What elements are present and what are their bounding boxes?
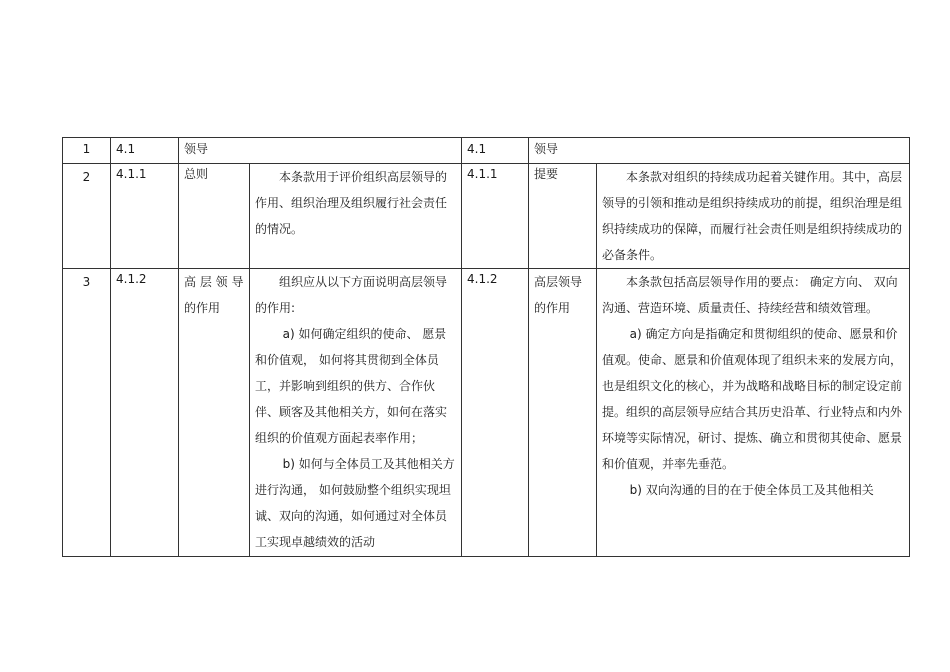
left-clause-title: 领导 xyxy=(179,138,462,164)
left-clause-code: 4.1.2 xyxy=(111,269,179,557)
paragraph: 本条款包括高层领导作用的要点： 确定方向、 双向沟通、营造环境、质量责任、持续经营和绩效管理。 xyxy=(602,275,898,315)
right-clause-title xyxy=(529,269,597,557)
row-number: 1 xyxy=(63,138,111,164)
left-clause-code: 4.1 xyxy=(111,138,179,164)
left-clause-title: 总则 xyxy=(179,164,250,269)
right-clause-text xyxy=(597,269,910,557)
left-clause-text xyxy=(250,269,462,557)
paragraph: 本条款用于评价组织高层领导的作用、组织治理及组织履行社会责任的情况。 xyxy=(255,170,448,236)
left-clause-title xyxy=(179,269,250,557)
right-clause-code: 4.1 xyxy=(462,138,529,164)
table-row xyxy=(63,138,910,164)
right-clause-text xyxy=(597,164,910,269)
standards-comparison-table xyxy=(62,137,910,557)
paragraph: b) 如何与全体员工及其他相关方进行沟通， 如何鼓励整个组织实现坦诚、双向的沟通，如何通过对全体员工实现卓越绩效的活动 xyxy=(255,457,455,549)
paragraph: b) 双向沟通的目的在于使全体员工及其他相关 xyxy=(629,483,874,497)
left-clause-text xyxy=(250,164,462,269)
title-line: 高层领导 xyxy=(534,275,583,289)
row-number: 2 xyxy=(63,164,111,269)
title-line: 的作用 xyxy=(184,301,221,315)
right-clause-code: 4.1.2 xyxy=(462,269,529,557)
left-clause-code: 4.1.1 xyxy=(111,164,179,269)
paragraph: 本条款对组织的持续成功起着关键作用。其中，高层领导的引领和推动是组织持续成功的前提，组织治理是组织持续成功的保障，而履行社会责任则是组织持续成功的必备条件。 xyxy=(602,170,903,262)
paragraph: 组织应从以下方面说明高层领导的作用: xyxy=(255,275,448,315)
paragraph: a) 确定方向是指确定和贯彻组织的使命、愿景和价值观。使命、愿景和价值观体现了组织未来的发展方向，也是组织文化的核心，并为战略和战略目标的制定设定前提。组织的高层领导应结合其历史沿革、行业特点和内外环境等实际情况，研讨、提炼、确立和贯彻其使命、愿景和价值观，并率先垂范。 xyxy=(602,327,903,471)
table-row xyxy=(63,164,910,269)
row-number: 3 xyxy=(63,269,111,557)
title-line: 的作用 xyxy=(534,301,571,315)
title-line: 高 层 领 导 xyxy=(184,275,244,289)
right-clause-title: 提要 xyxy=(529,164,597,269)
right-clause-title: 领导 xyxy=(529,138,910,164)
paragraph: a) 如何确定组织的使命、 愿景和价值观， 如何将其贯彻到全体员工，并影响到组织的供方、合作伙伴、顾客及其他相关方，如何在落实组织的价值观方面起表率作用； xyxy=(255,327,448,445)
table-row xyxy=(63,269,910,557)
right-clause-code: 4.1.1 xyxy=(462,164,529,269)
